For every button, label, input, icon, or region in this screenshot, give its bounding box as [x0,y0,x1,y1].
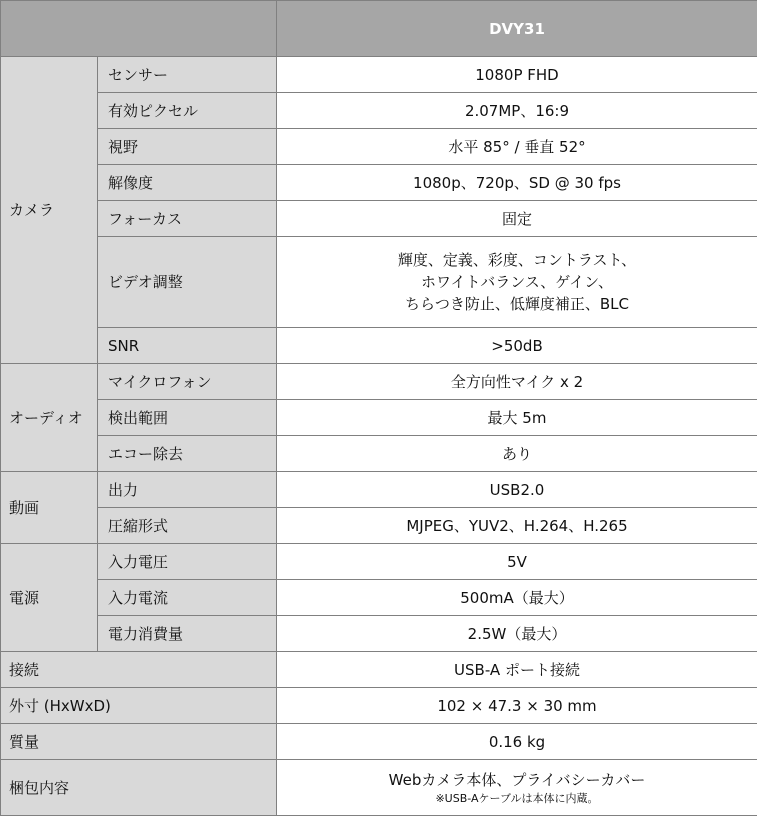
row-value [277,760,757,816]
row-label: センサー [98,57,277,93]
row-value: 2.07MP、16:9 [277,93,757,129]
category-power: 電源 [1,544,98,652]
row-label: SNR [98,328,277,364]
row-label: 入力電圧 [98,544,277,580]
row-label: 圧縮形式 [98,508,277,544]
row-label: 視野 [98,129,277,165]
table-row [1,760,757,816]
row-label: 解像度 [98,165,277,201]
row-value: あり [277,436,757,472]
table-row [1,237,757,328]
row-value [277,237,757,328]
row-label: ビデオ調整 [98,237,277,328]
value-line: ホワイトバランス、ゲイン、 [287,271,747,293]
row-value: 2.5W（最大） [277,616,757,652]
header-blank-cell [1,1,277,57]
row-label: エコー除去 [98,436,277,472]
row-label: 電力消費量 [98,616,277,652]
table-row [1,129,757,165]
row-value: 0.16 kg [277,724,757,760]
row-label: 検出範囲 [98,400,277,436]
row-value: 全方向性マイク x 2 [277,364,757,400]
row-value: 水平 85° / 垂直 52° [277,129,757,165]
row-label: マイクロフォン [98,364,277,400]
table-row [1,688,757,724]
header-row [1,1,757,57]
category-audio: オーディオ [1,364,98,472]
row-value: 102 × 47.3 × 30 mm [277,688,757,724]
row-label: 外寸 (HxWxD) [1,688,277,724]
row-label: 入力電流 [98,580,277,616]
row-label: 接続 [1,652,277,688]
row-label: 出力 [98,472,277,508]
row-label: フォーカス [98,201,277,237]
table-row [1,724,757,760]
row-value: 最大 5m [277,400,757,436]
table-row [1,472,757,508]
value-line: Webカメラ本体、プライバシーカバー [287,769,747,791]
row-value: MJPEG、YUV2、H.264、H.265 [277,508,757,544]
row-value: 固定 [277,201,757,237]
row-value: >50dB [277,328,757,364]
table-row [1,57,757,93]
value-line: ちらつき防止、低輝度補正、BLC [287,293,747,315]
category-camera: カメラ [1,57,98,364]
row-label: 有効ピクセル [98,93,277,129]
row-value: USB-A ポート接続 [277,652,757,688]
table-row [1,364,757,400]
footnote: ※USB-Aケーブルは本体に内蔵。 [287,791,747,807]
table-row [1,436,757,472]
table-row [1,652,757,688]
row-value: USB2.0 [277,472,757,508]
table-row [1,201,757,237]
table-row [1,93,757,129]
table-row [1,328,757,364]
table-row [1,580,757,616]
table-row [1,165,757,201]
table-row [1,544,757,580]
row-value: 1080P FHD [277,57,757,93]
row-value: 500mA（最大） [277,580,757,616]
table-row [1,508,757,544]
table-row [1,400,757,436]
row-value: 1080p、720p、SD @ 30 fps [277,165,757,201]
model-name: DVY31 [277,1,757,57]
row-label: 質量 [1,724,277,760]
value-line: 輝度、定義、彩度、コントラスト、 [287,249,747,271]
row-label: 梱包内容 [1,760,277,816]
row-value: 5V [277,544,757,580]
category-video: 動画 [1,472,98,544]
table-row [1,616,757,652]
